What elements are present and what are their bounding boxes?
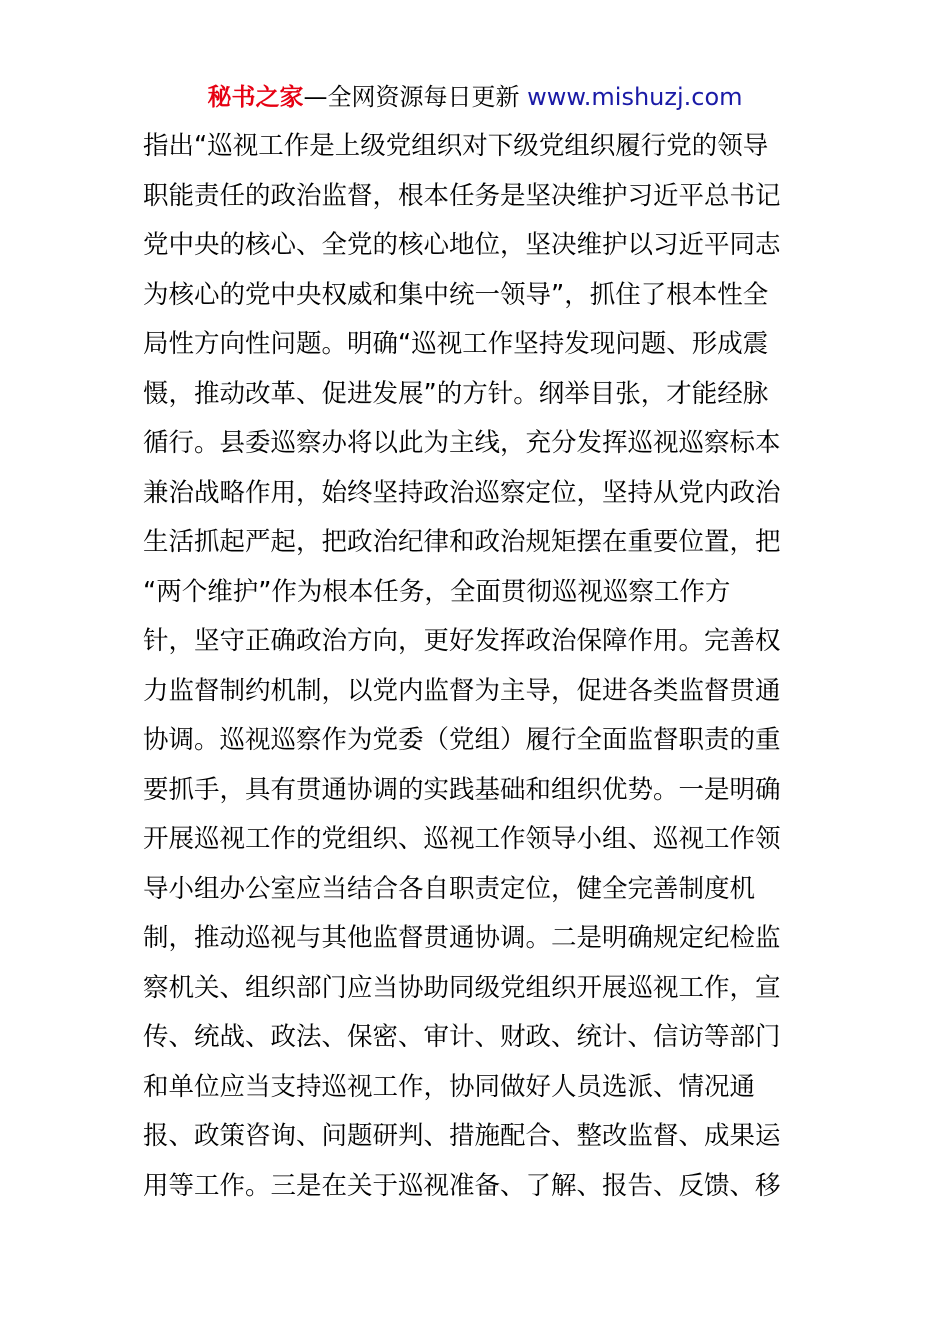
text-line: 传、统战、政法、保密、审计、财政、统计、信访等部门 bbox=[143, 1022, 781, 1052]
text-line: 导小组办公室应当结合各自职责定位，健全完善制度机 bbox=[143, 873, 756, 904]
text-line: 报、政策咨询、问题研判、措施配合、整改监督、成果运 bbox=[143, 1121, 781, 1151]
text-line: 力监督制约机制，以党内监督为主导，促进各类监督贯通 bbox=[143, 675, 781, 706]
text-line: 和单位应当支持巡视工作，协同做好人员选派、情况通 bbox=[143, 1071, 756, 1102]
text-line: 生活抓起严起，把政治纪律和政治规矩摆在重要位置，把 bbox=[143, 527, 781, 557]
text-line: “两个维护”作为根本任务，全面贯彻巡视巡察工作方 bbox=[143, 576, 731, 607]
site-tagline: —全网资源每日更新 bbox=[303, 83, 520, 111]
text-line: 循行。县委巡察办将以此为主线，充分发挥巡视巡察标本 bbox=[143, 428, 781, 458]
text-line: 用等工作。三是在关于巡视准备、了解、报告、反馈、移 bbox=[143, 1170, 781, 1201]
text-line: 针，坚守正确政治方向，更好发挥政治保障作用。完善权 bbox=[143, 626, 781, 656]
text-line: 为核心的党中央权威和集中统一领导”，抓住了根本性全 bbox=[143, 279, 769, 310]
text-line: 职能责任的政治监督，根本任务是坚决维护习近平总书记 bbox=[143, 180, 781, 211]
text-line: 局性方向性问题。明确“巡视工作坚持发现问题、形成震 bbox=[143, 329, 769, 359]
text-line: 制，推动巡视与其他监督贯通协调。二是明确规定纪检监 bbox=[143, 923, 781, 953]
text-line: 要抓手，具有贯通协调的实践基础和组织优势。一是明确 bbox=[143, 774, 781, 805]
text-line: 慑，推动改革、促进发展”的方针。纲举目张，才能经脉 bbox=[143, 378, 769, 409]
text-line: 党中央的核心、全党的核心地位，坚决维护以习近平同志 bbox=[143, 230, 781, 260]
text-line: 指出“巡视工作是上级党组织对下级党组织履行党的领导 bbox=[143, 131, 769, 161]
site-brand: 秘书之家 bbox=[207, 83, 304, 111]
text-line: 兼治战略作用，始终坚持政治巡察定位，坚持从党内政治 bbox=[143, 477, 781, 508]
document-body bbox=[143, 122, 813, 1211]
text-line: 协调。巡视巡察作为党委（党组）履行全面监督职责的重 bbox=[143, 725, 781, 755]
text-line: 察机关、组织部门应当协助同级党组织开展巡视工作，宣 bbox=[143, 972, 781, 1003]
text-line: 开展巡视工作的党组织、巡视工作领导小组、巡视工作领 bbox=[143, 824, 781, 854]
page-header bbox=[0, 80, 950, 114]
site-url: www.mishuzj.com bbox=[527, 83, 743, 111]
